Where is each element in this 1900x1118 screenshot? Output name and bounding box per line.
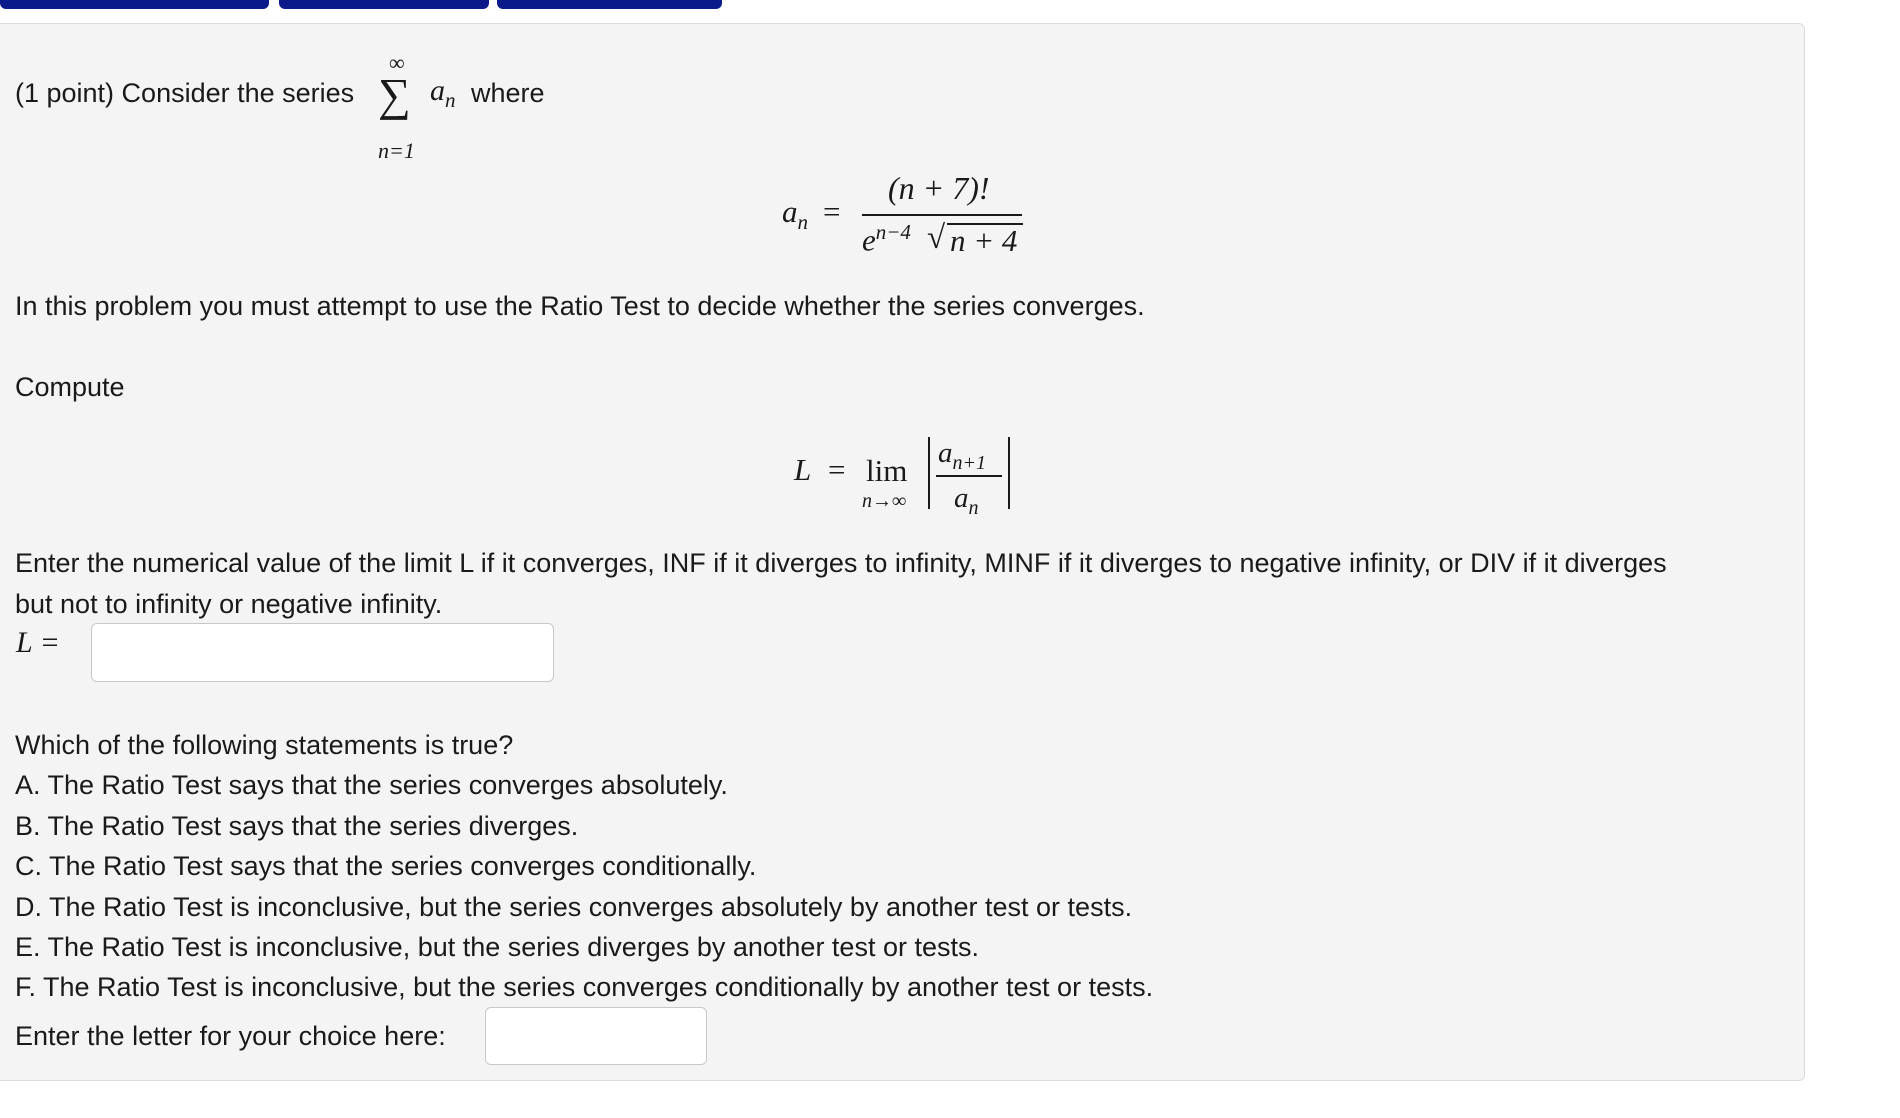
limit-lhs: L [794, 452, 812, 487]
abs-bar-left [928, 437, 930, 509]
option-b: B. The Ratio Test says that the series diverges. [15, 811, 579, 841]
nav-tab-3[interactable] [497, 0, 722, 9]
ratio-denominator: $a_n$ [954, 482, 979, 519]
nav-tab-1[interactable] [0, 0, 269, 9]
intro-text: (1 point) Consider the series [15, 78, 355, 108]
sum-symbol: ∑ [378, 69, 411, 120]
option-e: E. The Ratio Test is inconclusive, but the series diverges by another test or tests. [15, 932, 979, 962]
compute-label: Compute [15, 372, 125, 402]
choice-label: Enter the letter for your choice here: [15, 1021, 446, 1051]
option-f: F. The Ratio Test is inconclusive, but the series converges conditionally by another test or tests. [15, 972, 1154, 1002]
formula-equals: = [823, 194, 841, 229]
limit-equals: = [828, 452, 846, 487]
formula-radicand: n + 4 [950, 223, 1018, 258]
limit-answer-input[interactable] [91, 623, 554, 682]
option-c: C. The Ratio Test says that the series converges conditionally. [15, 851, 757, 881]
option-a: A. The Ratio Test says that the series converges absolutely. [15, 770, 728, 800]
formula-numerator: (n + 7)! [888, 170, 990, 206]
choice-answer-input[interactable] [485, 1007, 707, 1065]
sqrt-sign: √ [927, 220, 946, 256]
sum-upper-limit: ∞ [389, 50, 405, 75]
abs-bar-right [1008, 437, 1010, 509]
answer-L-label: L = [16, 626, 60, 659]
fraction-bar [862, 214, 1022, 216]
where-text: where [471, 78, 545, 108]
limit-op: lim [866, 453, 908, 488]
limit-instruction-line1: Enter the numerical value of the limit L if it converges, INF if it diverges to infinity, MINF if it diverges to negative infinity, or DIV if it diverges [15, 548, 1667, 578]
question-text: Which of the following statements is true? [15, 730, 514, 760]
limit-subscript: n→∞ [862, 490, 907, 512]
problem-panel [0, 23, 1805, 1081]
sum-term: $a_n$ [430, 74, 456, 112]
instruction-text: In this problem you must attempt to use the Ratio Test to decide whether the series converges. [15, 291, 1145, 321]
summation [372, 44, 432, 164]
nav-tab-2[interactable] [279, 0, 489, 9]
option-d: D. The Ratio Test is inconclusive, but the series converges absolutely by another test or tests. [15, 892, 1133, 922]
ratio-bar [936, 475, 1002, 477]
formula-lhs: $a_n$ [782, 194, 808, 235]
formula-denominator: $e^{n-4}$ [862, 220, 911, 258]
ratio-numerator: $a_{n+1}$ [938, 437, 986, 474]
limit-instruction-line2: but not to infinity or negative infinity. [15, 589, 443, 619]
sum-lower-limit: n=1 [378, 138, 415, 163]
